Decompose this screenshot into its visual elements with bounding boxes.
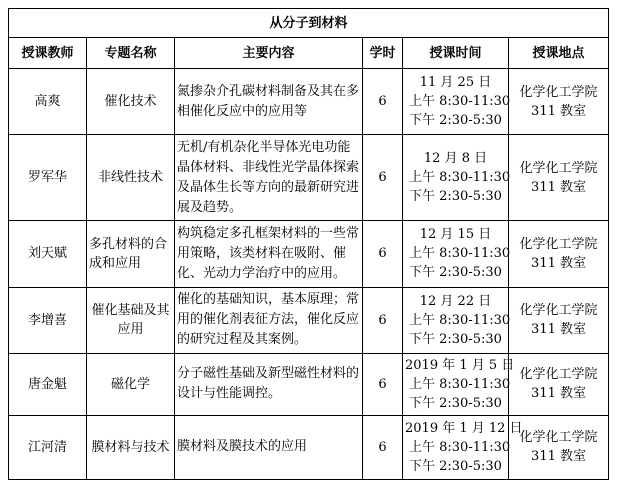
- title-row: [9, 9, 609, 38]
- location-room: 311 教室: [531, 103, 586, 119]
- header-teacher: 授课教师: [9, 38, 87, 69]
- location-building: 化学化工学院: [519, 84, 598, 100]
- table-title: 从分子到材料: [9, 9, 609, 38]
- content-cell: [175, 135, 363, 221]
- time-cell: [403, 135, 509, 221]
- content-cell: [175, 221, 363, 287]
- table-row: [9, 415, 609, 479]
- time-pm: 下午 2:30-5:30: [409, 458, 502, 474]
- location-building: 化学化工学院: [519, 236, 598, 252]
- hours-cell: 6: [363, 415, 403, 479]
- time-am: 上午 8:30-11:30: [409, 376, 511, 392]
- time-pm: 下午 2:30-5:30: [409, 113, 502, 129]
- table-row: [9, 221, 609, 287]
- time-pm: 下午 2:30-5:30: [409, 331, 502, 347]
- content-cell: [175, 69, 363, 135]
- content-cell: [175, 353, 363, 415]
- time-date: 12 月 15 日: [419, 227, 492, 243]
- header-content: 主要内容: [175, 38, 363, 69]
- location-cell: [509, 135, 609, 221]
- header-time: 授课时间: [403, 38, 509, 69]
- location-cell: [509, 353, 609, 415]
- time-am: 上午 8:30-11:30: [409, 94, 511, 110]
- content-text: 膜材料及膜技术的应用: [177, 439, 308, 455]
- location-room: 311 教室: [531, 386, 586, 402]
- time-date: 2019 年 1 月 5 日: [405, 357, 515, 373]
- content-cell: [175, 415, 363, 479]
- time-am: 上午 8:30-11:30: [409, 246, 511, 262]
- header-hours: 学时: [363, 38, 403, 69]
- time-date: 11 月 25 日: [419, 75, 492, 91]
- time-cell: [403, 69, 509, 135]
- teacher-cell: 李增喜: [9, 287, 87, 353]
- location-cell: [509, 69, 609, 135]
- header-topic: 专题名称: [87, 38, 175, 69]
- time-pm: 下午 2:30-5:30: [409, 265, 502, 281]
- content-text: 氮掺杂介孔碳材料制备及其在多相催化反应中的应用等: [177, 83, 360, 119]
- teacher-cell: 刘天赋: [9, 221, 87, 287]
- teacher-cell: 罗军华: [9, 135, 87, 221]
- location-room: 311 教室: [531, 179, 586, 195]
- table-row: [9, 135, 609, 221]
- location-room: 311 教室: [531, 255, 586, 271]
- topic-cell: 膜材料与技术: [87, 415, 175, 479]
- time-cell: [403, 353, 515, 415]
- course-schedule-table: [8, 8, 609, 480]
- hours-cell: 6: [363, 135, 403, 221]
- location-cell: [509, 415, 609, 479]
- content-text: 催化的基础知识，基本原理；常用的催化剂表征方法，催化反应的研究过程及其案例。: [177, 292, 360, 348]
- hours-cell: 6: [363, 69, 403, 135]
- table-row: [9, 353, 609, 415]
- teacher-cell: 唐金魁: [9, 353, 87, 415]
- header-row: [9, 38, 609, 69]
- hours-cell: 6: [363, 221, 403, 287]
- time-cell: [403, 287, 509, 353]
- content-text: 无机/有机杂化半导体光电功能晶体材料、非线性光学晶体探索及晶体生长等方向的最新研究进展及趋势。: [177, 139, 360, 215]
- table-row: [9, 69, 609, 135]
- location-building: 化学化工学院: [519, 160, 598, 176]
- header-location: 授课地点: [509, 38, 609, 69]
- time-date: 12 月 22 日: [419, 293, 492, 309]
- location-room: 311 教室: [531, 322, 586, 338]
- time-pm: 下午 2:30-5:30: [409, 189, 502, 205]
- time-pm: 下午 2:30-5:30: [409, 395, 502, 411]
- topic-cell: 磁化学: [87, 353, 175, 415]
- teacher-cell: 江河清: [9, 415, 87, 479]
- hours-cell: 6: [363, 353, 403, 415]
- topic-cell: 多孔材料的合成和应用: [87, 221, 175, 287]
- time-date: 12 月 8 日: [423, 151, 488, 167]
- topic-cell: 非线性技术: [87, 135, 175, 221]
- topic-cell: 催化基础及其应用: [87, 287, 175, 353]
- location-building: 化学化工学院: [519, 430, 598, 446]
- hours-cell: 6: [363, 287, 403, 353]
- location-cell: [509, 287, 609, 353]
- location-building: 化学化工学院: [519, 303, 598, 319]
- time-cell: [403, 415, 523, 479]
- topic-cell: 催化技术: [87, 69, 175, 135]
- location-room: 311 教室: [531, 449, 586, 465]
- time-am: 上午 8:30-11:30: [409, 312, 511, 328]
- location-cell: [509, 221, 609, 287]
- time-date: 2019 年 1 月 12 日: [405, 420, 523, 436]
- location-building: 化学化工学院: [519, 367, 598, 383]
- time-am: 上午 8:30-11:30: [409, 170, 511, 186]
- content-text: 构筑稳定多孔框架材料的一些常用策略，该类材料在吸附、催化、光动力学治疗中的应用。: [177, 225, 360, 281]
- time-am: 上午 8:30-11:30: [409, 439, 511, 455]
- teacher-cell: 高爽: [9, 69, 87, 135]
- content-cell: [175, 287, 363, 353]
- content-text: 分子磁性基础及新型磁性材料的设计与性能调控。: [177, 366, 360, 402]
- time-cell: [403, 221, 509, 287]
- table-row: [9, 287, 609, 353]
